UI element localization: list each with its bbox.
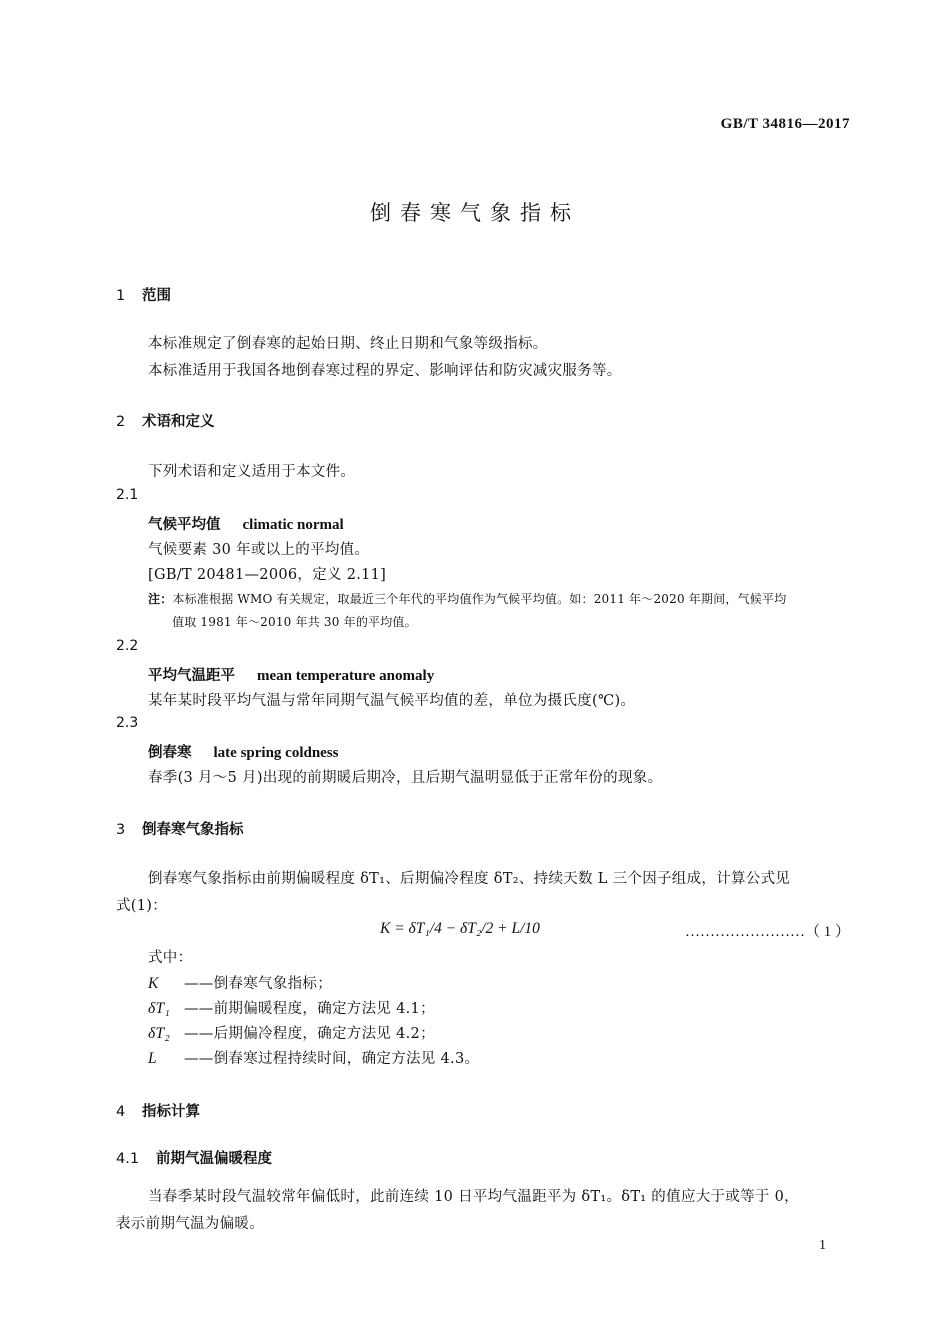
section-number: 3 bbox=[116, 822, 126, 838]
variable-row bbox=[148, 997, 435, 1018]
term-cn: 气候平均值 bbox=[148, 517, 221, 533]
formula: K = δT₁/4 − δT₂/2 + L/10 bbox=[380, 920, 540, 937]
section-number: 1 bbox=[116, 288, 126, 304]
term-heading bbox=[148, 741, 339, 762]
variable-row bbox=[148, 1022, 435, 1043]
term-heading bbox=[148, 513, 344, 534]
term-en: mean temperature anomaly bbox=[257, 668, 435, 684]
term-en: climatic normal bbox=[242, 517, 344, 533]
term-definition: 春季(3 月～5 月)出现的前期暖后期冷，且后期气温明显低于正常年份的现象。 bbox=[148, 770, 663, 786]
section-3-heading bbox=[116, 818, 244, 839]
note-text: 本标准根据 WMO 有关规定，取最近三个年代的平均值作为气候平均值。如：2011 年～2020 年期间，气候平均 bbox=[172, 592, 787, 606]
clause-number: 2.2 bbox=[116, 638, 139, 654]
clause-number: 2.1 bbox=[116, 487, 139, 503]
paragraph: 本标准规定了倒春寒的起始日期、终止日期和气象等级指标。 bbox=[148, 336, 548, 352]
section-4-heading bbox=[116, 1100, 200, 1121]
paragraph: 下列术语和定义适用于本文件。 bbox=[148, 464, 356, 480]
variable-description: ——后期偏冷程度，确定方法见 4.2； bbox=[184, 1026, 435, 1042]
term-definition: 某年某时段平均气温与常年同期气温气候平均值的差，单位为摄氏度(℃)。 bbox=[148, 693, 636, 709]
paragraph: 倒春寒气象指标由前期偏暖程度 δT₁、后期偏冷程度 δT₂、持续天数 L 三个因子组成，计算公式见 bbox=[148, 871, 791, 887]
section-1-heading bbox=[116, 284, 171, 305]
section-title: 倒春寒气象指标 bbox=[142, 822, 244, 838]
clause-number: 2.3 bbox=[116, 715, 139, 731]
term-en: late spring coldness bbox=[213, 745, 339, 761]
term-reference: [GB/T 20481—2006，定义 2.11] bbox=[148, 567, 387, 583]
paragraph-continuation: 表示前期气温为偏暖。 bbox=[116, 1216, 264, 1232]
term-definition: 气候要素 30 年或以上的平均值。 bbox=[148, 542, 370, 558]
variable-description: ——倒春寒过程持续时间，确定方法见 4.3。 bbox=[184, 1051, 480, 1067]
note-continuation: 值取 1981 年～2010 年共 30 年的平均值。 bbox=[172, 615, 417, 629]
term-heading bbox=[148, 664, 434, 685]
variable-symbol: δT₂ bbox=[148, 1025, 171, 1042]
variable-row bbox=[148, 972, 332, 993]
paragraph: 本标准适用于我国各地倒春寒过程的界定、影响评估和防灾减灾服务等。 bbox=[148, 363, 622, 379]
note-label: 注： bbox=[148, 592, 173, 606]
section-2-heading bbox=[116, 410, 215, 431]
document-title: 倒春寒气象指标 bbox=[370, 201, 580, 225]
paragraph: 当春季某时段气温较常年偏低时，此前连续 10 日平均气温距平为 δT₁。δT₁ 的值应大于或等于 0， bbox=[148, 1189, 799, 1205]
section-title: 术语和定义 bbox=[142, 414, 215, 430]
page-number: 1 bbox=[819, 1238, 826, 1253]
equation-number: ……………………（ 1 ） bbox=[684, 924, 850, 940]
variable-symbol: L bbox=[148, 1050, 157, 1067]
note bbox=[148, 590, 786, 607]
where-label: 式中： bbox=[148, 950, 193, 966]
variable-description: ——倒春寒气象指标； bbox=[184, 976, 332, 992]
document-code: GB/T 34816—2017 bbox=[720, 116, 850, 132]
variable-description: ——前期偏暖程度，确定方法见 4.1； bbox=[184, 1001, 435, 1017]
subsection-number: 4.1 bbox=[116, 1151, 140, 1167]
term-cn: 平均气温距平 bbox=[148, 668, 235, 684]
paragraph-continuation: 式(1)： bbox=[116, 898, 168, 914]
section-number: 2 bbox=[116, 414, 126, 430]
section-title: 指标计算 bbox=[142, 1104, 200, 1120]
section-number: 4 bbox=[116, 1104, 126, 1120]
variable-symbol: K bbox=[148, 975, 159, 992]
variable-symbol: δT₁ bbox=[148, 1000, 171, 1017]
variable-row bbox=[148, 1047, 479, 1068]
section-title: 范围 bbox=[142, 288, 171, 304]
subsection-title: 前期气温偏暖程度 bbox=[156, 1151, 272, 1167]
subsection-4-1-heading bbox=[116, 1147, 272, 1168]
term-cn: 倒春寒 bbox=[148, 745, 192, 761]
